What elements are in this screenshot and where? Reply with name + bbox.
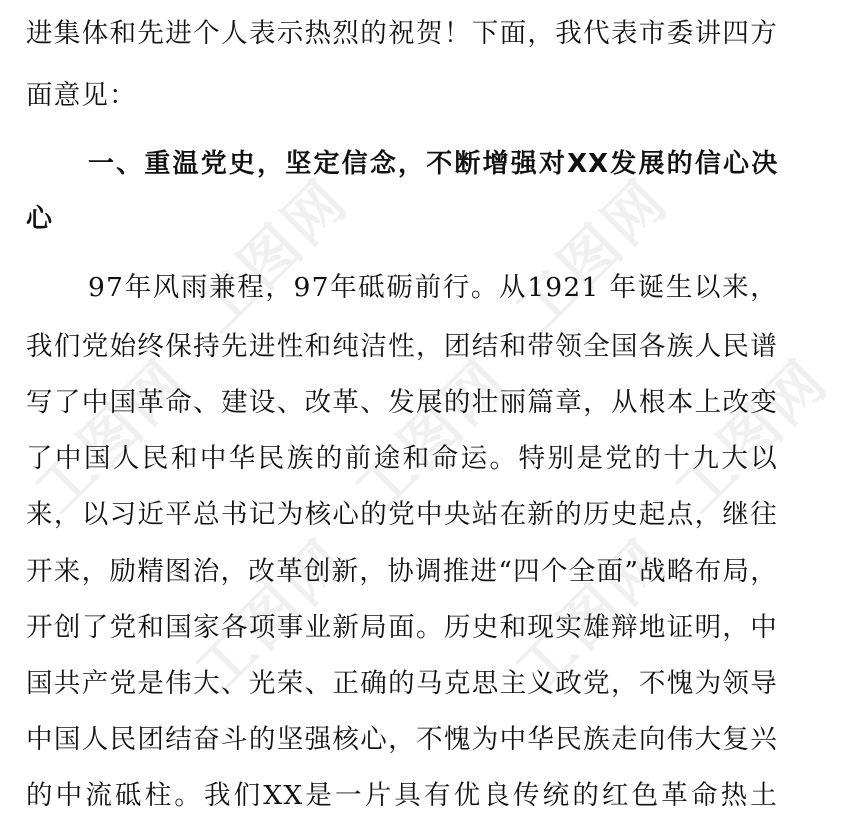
watermark: 工图网 bbox=[501, 525, 682, 706]
paragraph-line: 的中流砥柱。我们XX是一片具有优良传统的红色革命热土 bbox=[26, 780, 778, 811]
paragraph-line: 国共产党是伟大、光荣、正确的马克思主义政党，不愧为领导 bbox=[26, 668, 778, 699]
watermark: 工图网 bbox=[181, 525, 362, 706]
paragraph-line: 来，以习近平总书记为核心的党中央站在新的历史起点，继往 bbox=[26, 499, 778, 530]
paragraph-line: 开来，励精图治，改革创新，协调推进“四个全面”战略布局， bbox=[26, 556, 778, 587]
watermark: 工图网 bbox=[501, 165, 682, 346]
watermark: 工图网 bbox=[341, 345, 522, 526]
section-heading-line: 一、重温党史，坚定信念，不断增强对XX发展的信心决 bbox=[88, 149, 778, 179]
paragraph-line: 写了中国革命、建设、改革、发展的壮丽篇章，从根本上改变 bbox=[26, 387, 778, 418]
watermark: 工图网 bbox=[181, 165, 362, 346]
paragraph-line: 面意见： bbox=[26, 80, 137, 111]
watermark: 工图网 bbox=[21, 345, 202, 526]
paragraph-line: 了中国人民和中华民族的前途和命运。特别是党的十九大以 bbox=[26, 443, 778, 474]
paragraph-line: 开创了党和国家各项事业新局面。历史和现实雄辩地证明，中 bbox=[26, 612, 778, 643]
paragraph-line: 97年风雨兼程，97年砥砺前行。从1921 年诞生以来， bbox=[88, 272, 778, 303]
watermark: 工图网 bbox=[661, 345, 842, 526]
paragraph-line: 进集体和先进个人表示热烈的祝贺！下面，我代表市委讲四方 bbox=[26, 18, 778, 49]
paragraph-line: 中国人民团结奋斗的坚强核心，不愧为中华民族走向伟大复兴 bbox=[26, 724, 778, 755]
section-heading-line: 心 bbox=[26, 204, 53, 234]
paragraph-line: 我们党始终保持先进性和纯洁性，团结和带领全国各族人民谱 bbox=[26, 331, 778, 362]
